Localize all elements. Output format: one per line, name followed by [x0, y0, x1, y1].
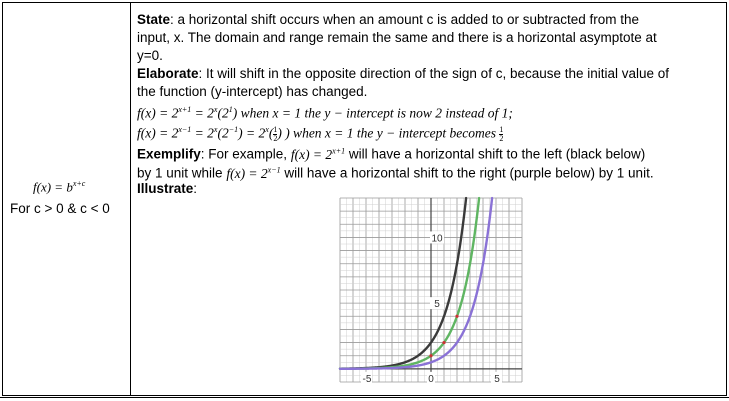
y-tick-label: 10: [431, 233, 443, 245]
exemplify-line-1: Exemplify: For example, $f(x) = 2^{x+1}$ will have a horizontal shift to the left (black below): [137, 146, 646, 162]
y-tick-label: 5: [434, 299, 440, 311]
state-line-2: input, x. The domain and range remain the same and there is a horizontal asymptote at: [137, 30, 657, 45]
function-label: $f(x) = b^{x+c}$: [33, 179, 86, 195]
state-line-3: y=0.: [137, 48, 163, 63]
highlight-point: [442, 341, 445, 344]
bottom-rule: [0, 397, 729, 398]
equation-2: $f(x) = 2^{x-1} = 2^x(2^{-1}) = 2^x$( $\frac{1}{2}$ ) ) when x = 1 the y − intercept becomes $\frac{1}{2}$: [137, 124, 504, 143]
left-cell: [2, 2, 131, 396]
elaborate-line-1: Elaborate: It will shift in the opposite direction of the sign of c, because the initial value of: [137, 66, 670, 81]
fraction-half-2: $\frac{1}{2}$: [499, 124, 504, 143]
x-tick-label: -5: [362, 373, 372, 385]
highlight-point: [455, 315, 458, 318]
state-line-1: State: a horizontal shift occurs when an amount c is added to or subtracted from the: [137, 12, 640, 27]
exemplify-line-2: by 1 unit while $f(x) = 2^{x-1}$ will have a horizontal shift to the right (purple below) by 1 unit.: [137, 165, 654, 181]
illustrate-line: Illustrate:: [137, 181, 198, 196]
equation-1: $f(x) = 2^{x+1} = 2^x(2^1)$ when x = 1 the y − intercept is now 2 instead of 1;: [137, 105, 513, 121]
elaborate-line-2: the function (y-intercept) has changed.: [137, 84, 368, 99]
x-tick-label: 0: [428, 373, 434, 385]
fraction-half: $\frac{1}{2}$: [273, 124, 278, 143]
exponential-graph: [336, 194, 526, 386]
highlight-point: [429, 354, 432, 357]
condition-label: For c > 0 & c < 0: [10, 201, 110, 216]
x-tick-label: 5: [494, 373, 500, 385]
